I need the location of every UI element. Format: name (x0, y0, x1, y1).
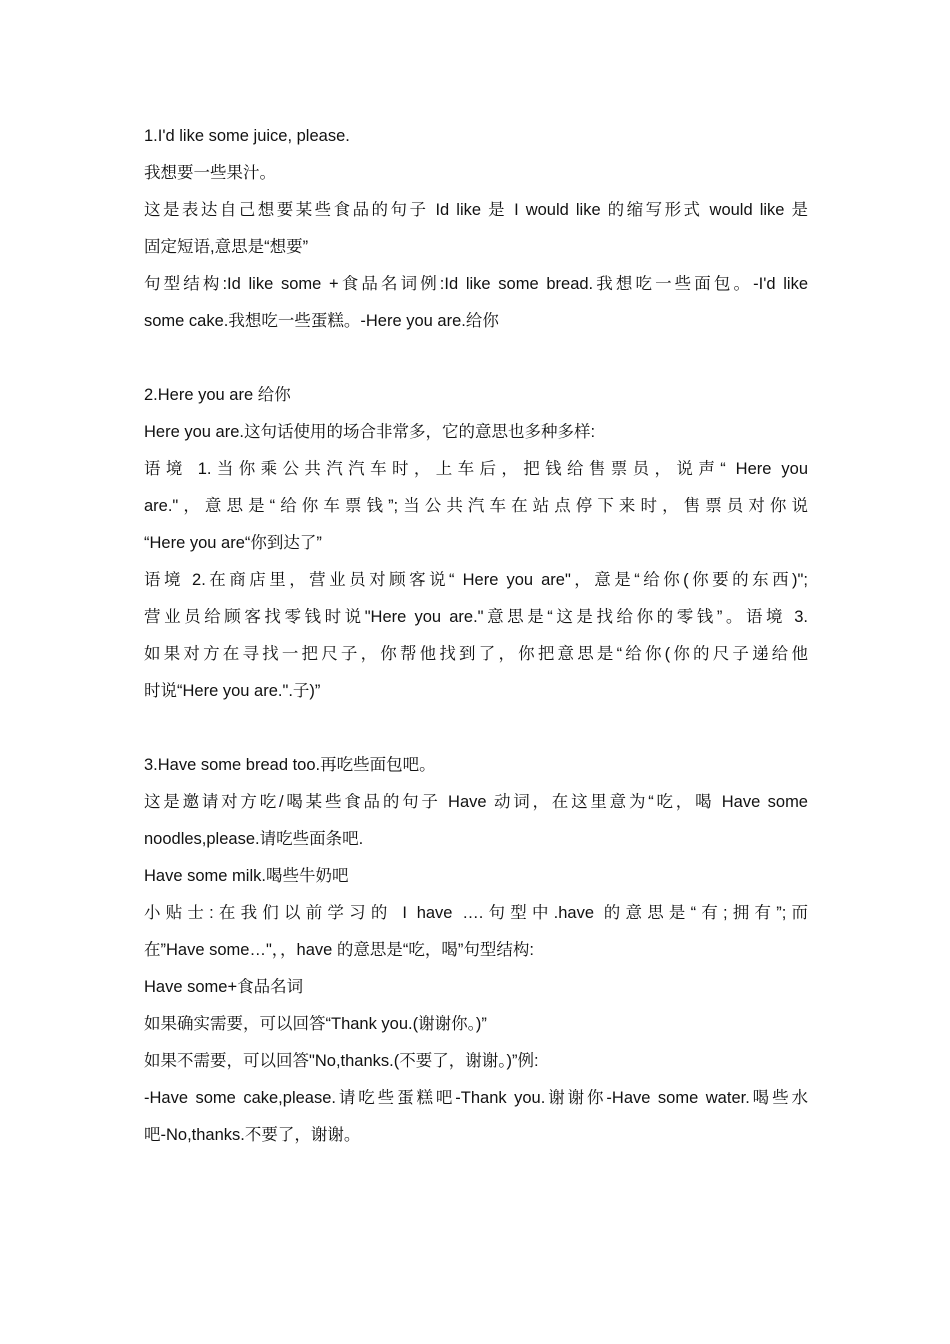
paragraph-line: “Here you are“你到达了” (144, 534, 322, 552)
paragraph-line: 在”Have some…"，，have 的意思是“吃，喝”句型结构: (144, 941, 534, 959)
section-heading: 2.Here you are 给你 (144, 386, 291, 404)
paragraph-line: 句型结构:Id like some +食品名词例:Id like some bread.我想吃一些面包。-I'd like (144, 275, 808, 293)
paragraph-line: Here you are.这句话使用的场合非常多，它的意思也多种多样: (144, 423, 596, 441)
paragraph-gap (144, 340, 808, 377)
paragraph-line: 营业员给顾客找零钱时说"Here you are."意思是“这是找给你的零钱”。语境 3. (144, 608, 808, 626)
paragraph-line: 固定短语,意思是“想要” (144, 238, 309, 256)
paragraph-line: 我想要一些果汁。 (144, 164, 276, 182)
paragraph-line: 时说“Here you are.".子)” (144, 682, 321, 700)
section-heading: 3.Have some bread too.再吃些面包吧。 (144, 756, 436, 774)
paragraph-line: 如果不需要，可以回答"No,thanks.(不要了，谢谢。)”例: (144, 1052, 539, 1070)
paragraph-line: are."，意思是“给你车票钱”;当公共汽车在站点停下来时，售票员对你说 (144, 497, 808, 515)
section-1 (144, 118, 808, 340)
paragraph-gap (144, 710, 808, 747)
paragraph-line: 如果对方在寻找一把尺子，你帮他找到了，你把意思是“给你(你的尺子递给他 (144, 645, 808, 663)
section-heading: 1.I'd like some juice, please. (144, 127, 350, 145)
paragraph-line: 这是邀请对方吃/喝某些食品的句子 Have 动词，在这里意为“吃，喝 Have some (144, 793, 808, 811)
paragraph-line: noodles,please.请吃些面条吧. (144, 830, 364, 848)
paragraph-line: 语境 1.当你乘公共汽汽车时，上车后，把钱给售票员，说声“ Here you (144, 460, 808, 478)
paragraph-line: 如果确实需要，可以回答“Thank you.(谢谢你。)” (144, 1015, 487, 1033)
paragraph-line: -Have some cake,please.请吃些蛋糕吧-Thank you.谢谢你-Have some water.喝些水 (144, 1089, 808, 1107)
paragraph-line: Have some+食品名词 (144, 978, 304, 996)
paragraph-line: 小贴士:在我们以前学习的 I have ….句型中.have 的意思是“有;拥有”;而 (144, 904, 808, 922)
paragraph-line: 语境 2.在商店里，营业员对顾客说“ Here you are"，意是“给你(你要的东西)"; (144, 571, 808, 589)
section-3 (144, 747, 808, 1154)
paragraph-line: some cake.我想吃一些蛋糕。-Here you are.给你 (144, 312, 499, 330)
section-2 (144, 377, 808, 710)
paragraph-line: 吧-No,thanks.不要了，谢谢。 (144, 1126, 361, 1144)
document-body (144, 118, 808, 1154)
paragraph-line: 这是表达自己想要某些食品的句子 Id like 是 I would like 的缩写形式 would like 是 (144, 201, 808, 219)
paragraph-line: Have some milk.喝些牛奶吧 (144, 867, 349, 885)
